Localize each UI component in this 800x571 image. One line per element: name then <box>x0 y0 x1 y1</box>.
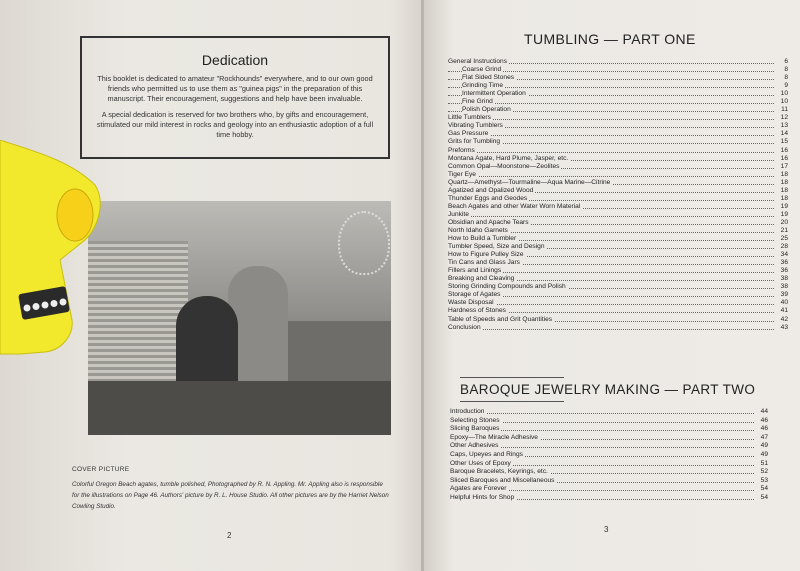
toc-entry-page: 16 <box>780 146 788 154</box>
toc-entry <box>448 74 788 82</box>
toc-entry-page: 49 <box>760 450 768 458</box>
toc-entry-page: 51 <box>760 459 768 467</box>
toc-entry <box>448 316 788 324</box>
part-one-contents <box>448 58 788 332</box>
toc-entry-page: 25 <box>780 235 788 243</box>
toc-entry-title: Sliced Baroques and Miscellaneous <box>450 476 555 484</box>
toc-entry <box>448 275 788 283</box>
yellow-page-clip <box>0 140 105 355</box>
toc-entry-page: 18 <box>780 170 788 178</box>
toc-entry <box>448 251 788 259</box>
divider <box>460 377 564 378</box>
toc-entry-title: Baroque Bracelets, Keyrings, etc. <box>450 468 548 476</box>
toc-entry-page: 10 <box>780 90 788 98</box>
toc-entry <box>448 114 788 122</box>
toc-entry-page: 47 <box>760 433 768 441</box>
toc-entry <box>448 267 788 275</box>
toc-entry <box>448 299 788 307</box>
toc-entry-page: 10 <box>780 98 788 106</box>
cover-picture-heading: COVER PICTURE <box>72 466 130 473</box>
toc-entry-title: Table of Speeds and Grit Quantities <box>448 315 553 323</box>
toc-entry-title: Fine Grind <box>462 98 493 106</box>
toc-entry-title: Polish Operation <box>462 106 511 114</box>
toc-entry <box>448 90 788 98</box>
toc-entry-title: Introduction <box>450 408 485 415</box>
toc-entry-page: 18 <box>780 186 788 194</box>
toc-entry-page: 54 <box>760 493 768 501</box>
toc-entry <box>448 203 788 211</box>
toc-entry-title: Slicing Baroques <box>450 425 500 433</box>
dot-leader <box>448 304 774 305</box>
toc-entry <box>448 155 788 163</box>
toc-entry-page: 44 <box>760 408 768 415</box>
toc-entry-title: Tin Cans and Glass Jars <box>448 259 520 267</box>
toc-entry-title: How to Figure Pulley Size <box>448 251 524 259</box>
toc-entry-title: Storage of Agates <box>448 291 501 299</box>
toc-entry-page: 17 <box>780 162 788 170</box>
toc-entry <box>448 307 788 315</box>
page-number: 3 <box>604 525 609 534</box>
page-number: 2 <box>227 531 232 540</box>
toc-entry <box>450 408 768 417</box>
dot-leader <box>448 152 774 153</box>
toc-entry <box>450 417 768 426</box>
toc-entry <box>450 451 768 460</box>
dot-leader <box>448 216 774 217</box>
toc-entry-page: 20 <box>780 218 788 226</box>
toc-entry-page: 16 <box>780 154 788 162</box>
toc-entry-title: Conclusion <box>448 323 481 331</box>
toc-entry-page: 52 <box>760 468 768 476</box>
toc-entry-page: 41 <box>780 307 788 315</box>
toc-entry-page: 13 <box>780 122 788 130</box>
toc-entry <box>448 122 788 130</box>
toc-entry-title: North Idaho Garnets <box>448 226 508 234</box>
toc-entry-title: Storing Grinding Compounds and Polish <box>448 283 566 291</box>
toc-entry <box>448 195 788 203</box>
toc-entry <box>448 66 788 74</box>
toc-entry-page: 46 <box>760 416 768 424</box>
toc-entry-page: 19 <box>780 210 788 218</box>
toc-entry-title: Fillers and Linings <box>448 267 502 275</box>
toc-entry-page: 12 <box>780 114 788 122</box>
toc-entry <box>450 477 768 486</box>
dot-leader <box>448 119 774 120</box>
toc-entry-title: How to Build a Tumbler <box>448 235 517 243</box>
toc-entry-page: 53 <box>760 476 768 484</box>
toc-entry-page: 21 <box>780 226 788 234</box>
dedication-paragraph: A special dedication is reserved for two brothers who, by gifts and encouragement, stimulated our mild interest in rocks and geology into an enthusiastic adoption of a full time hobby. <box>96 110 374 139</box>
divider <box>460 401 564 402</box>
part-two-contents <box>450 408 768 503</box>
toc-entry-page: 6 <box>784 58 788 65</box>
toc-entry-title: Tiger Eye <box>448 170 476 178</box>
toc-entry <box>448 211 788 219</box>
toc-entry-page: 38 <box>780 275 788 283</box>
dot-leader <box>450 413 754 414</box>
part-one-title: TUMBLING — PART ONE <box>524 31 696 47</box>
toc-entry <box>448 235 788 243</box>
toc-entry <box>448 324 788 332</box>
toc-entry-title: Gas Pressure <box>448 130 489 138</box>
dot-leader <box>448 176 774 177</box>
toc-entry-title: Quartz—Amethyst—Tourmaline—Aqua Marine—Citrine <box>448 178 611 186</box>
toc-entry-page: 18 <box>780 178 788 186</box>
toc-entry-title: Hardness of Stones <box>448 307 506 315</box>
toc-entry-page: 18 <box>780 194 788 202</box>
toc-entry-page: 36 <box>780 259 788 267</box>
toc-entry <box>448 179 788 187</box>
toc-entry-title: Other Adhesives <box>450 442 499 450</box>
toc-entry-title: Intermittent Operation <box>462 90 526 98</box>
toc-entry <box>450 485 768 494</box>
dot-leader <box>448 135 774 136</box>
toc-entry-title: Agates are Forever <box>450 485 507 493</box>
dot-leader <box>448 329 774 330</box>
toc-entry-page: 8 <box>784 66 788 74</box>
toc-entry-title: Breaking and Cleaving <box>448 275 515 283</box>
toc-entry-page: 38 <box>780 283 788 291</box>
dot-leader <box>448 103 774 104</box>
toc-entry-title: Flat Sided Stones <box>462 74 515 82</box>
toc-entry-title: Epoxy—The Miracle Adhesive <box>450 433 538 441</box>
toc-entry <box>448 82 788 90</box>
toc-entry <box>448 138 788 146</box>
toc-entry-page: 9 <box>784 82 788 90</box>
toc-entry-title: Agatized and Opalized Wood <box>448 186 534 194</box>
toc-entry-title: Obsidian and Apache Tears <box>448 218 529 226</box>
toc-entry-title: Thunder Eggs and Geodes <box>448 194 528 202</box>
toc-entry-page: 43 <box>780 323 788 331</box>
toc-entry-page: 8 <box>784 74 788 82</box>
toc-entry-page: 46 <box>760 425 768 433</box>
toc-entry <box>448 243 788 251</box>
toc-entry-page: 34 <box>780 251 788 259</box>
toc-entry-page: 14 <box>780 130 788 138</box>
toc-entry <box>448 130 788 138</box>
toc-entry-page: 54 <box>760 485 768 493</box>
right-page <box>424 0 800 571</box>
toc-entry-title: Common Opal—Moonstone—Zeolites <box>448 162 560 170</box>
toc-entry <box>448 219 788 227</box>
toc-entry-title: Beach Agates and other Water Worn Material <box>448 202 581 210</box>
toc-entry-page: 15 <box>780 138 788 146</box>
toc-entry <box>450 425 768 434</box>
toc-entry <box>450 434 768 443</box>
dedication-title: Dedication <box>201 52 269 68</box>
toc-entry <box>448 171 788 179</box>
toc-entry-page: 19 <box>780 202 788 210</box>
toc-entry <box>450 494 768 503</box>
toc-entry-title: Selecting Stones <box>450 416 500 424</box>
toc-entry <box>448 58 788 66</box>
toc-entry-title: Vibrating Tumblers <box>448 122 503 130</box>
toc-entry-page: 42 <box>780 315 788 323</box>
toc-entry-title: Montana Agate, Hard Plume, Jasper, etc. <box>448 154 569 162</box>
toc-entry-title: Caps, Upeyes and Rings <box>450 450 523 458</box>
toc-entry <box>448 98 788 106</box>
toc-entry <box>448 227 788 235</box>
toc-entry-title: Grits for Tumbling <box>448 138 501 146</box>
cover-picture-caption: Colorful Oregon Beach agates, tumble polished, Photographed by R. N. Appling. Mr. Appling also is responsible for the illustrations on Page 46. Authors' picture by R. L. House Studio. All other pictures are by the Harriet Nelson Cowling Studio. <box>72 481 389 510</box>
toc-entry <box>450 460 768 469</box>
toc-entry-title: Preforms <box>448 146 475 154</box>
toc-entry <box>448 291 788 299</box>
toc-entry-page: 28 <box>780 243 788 251</box>
part-two-title: BAROQUE JEWELRY MAKING — PART TWO <box>460 382 756 397</box>
toc-entry-title: Grinding Time <box>462 82 504 90</box>
toc-entry-title: Little Tumblers <box>448 114 491 122</box>
toc-entry <box>448 163 788 171</box>
toc-entry-title: Other Uses of Epoxy <box>450 459 511 467</box>
toc-entry <box>448 259 788 267</box>
toc-entry-page: 11 <box>781 106 788 114</box>
toc-entry <box>448 106 788 114</box>
toc-entry-title: Tumbler Speed, Size and Design <box>448 243 545 251</box>
toc-entry-page: 49 <box>760 442 768 450</box>
toc-entry-title: Coarse Grind <box>462 66 502 74</box>
toc-entry <box>448 147 788 155</box>
toc-entry-page: 39 <box>780 291 788 299</box>
dedication-paragraph: This booklet is dedicated to amateur "Rockhounds" everywhere, and to our own good friends who permitted us to use them as "guinea pigs" in the preparation of this manuscript. Their encouragement, suggestions and help have been invaluable. <box>97 74 373 103</box>
toc-entry-page: 40 <box>780 299 788 307</box>
toc-entry-title: Junkite <box>448 210 469 218</box>
toc-entry <box>448 283 788 291</box>
toc-entry <box>450 468 768 477</box>
dedication-box <box>80 36 390 159</box>
toc-entry-page: 36 <box>780 267 788 275</box>
toc-entry <box>448 187 788 195</box>
toc-entry-title: General Instructions <box>448 58 508 65</box>
toc-entry-title: Helpful Hints for Shop <box>450 493 515 501</box>
toc-entry <box>450 442 768 451</box>
toc-entry-title: Waste Disposal <box>448 299 494 307</box>
authors-photo <box>88 201 391 435</box>
